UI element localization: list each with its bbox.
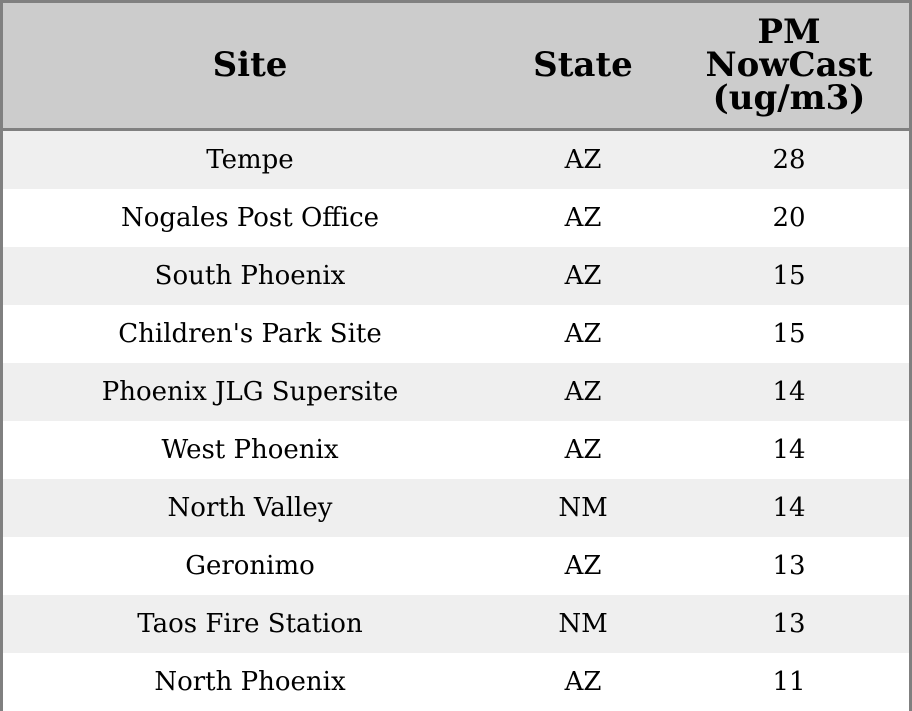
table-body [3,130,909,711]
cell-pm-nowcast: 14 [669,363,909,421]
table-row [3,421,909,479]
cell-state: AZ [497,537,669,595]
cell-site: West Phoenix [3,421,497,479]
table-row [3,305,909,363]
header-site [3,3,497,130]
cell-state: AZ [497,247,669,305]
cell-state: AZ [497,130,669,190]
table-row [3,537,909,595]
cell-site: Phoenix JLG Supersite [3,363,497,421]
cell-site: North Valley [3,479,497,537]
cell-pm-nowcast: 14 [669,479,909,537]
cell-state: AZ [497,189,669,247]
header-row [3,3,909,130]
table-row [3,189,909,247]
table-row [3,247,909,305]
cell-site: North Phoenix [3,653,497,711]
header-site-line: Site [212,45,288,85]
cell-pm-nowcast: 28 [669,130,909,190]
cell-site: South Phoenix [3,247,497,305]
cell-pm-nowcast: 20 [669,189,909,247]
header-pm-line-3: (ug/m3) [712,78,866,118]
cell-pm-nowcast: 13 [669,595,909,653]
cell-site: Tempe [3,130,497,190]
cell-site: Geronimo [3,537,497,595]
cell-state: AZ [497,363,669,421]
table-row [3,595,909,653]
cell-site: Children's Park Site [3,305,497,363]
table-row [3,653,909,711]
header-pm-nowcast [669,3,909,130]
cell-pm-nowcast: 13 [669,537,909,595]
pm-nowcast-table [3,3,909,711]
cell-state: AZ [497,305,669,363]
header-state-line: State [533,45,633,85]
cell-state: AZ [497,653,669,711]
cell-pm-nowcast: 15 [669,305,909,363]
table-row [3,479,909,537]
cell-pm-nowcast: 15 [669,247,909,305]
header-pm-line-2: NowCast [705,45,873,85]
cell-state: NM [497,479,669,537]
cell-site: Nogales Post Office [3,189,497,247]
cell-site: Taos Fire Station [3,595,497,653]
cell-state: AZ [497,421,669,479]
table-row [3,130,909,190]
header-pm-line-1: PM [757,12,821,52]
cell-pm-nowcast: 14 [669,421,909,479]
header-state [497,3,669,130]
cell-pm-nowcast: 11 [669,653,909,711]
table-header [3,3,909,130]
table-row [3,363,909,421]
cell-state: NM [497,595,669,653]
